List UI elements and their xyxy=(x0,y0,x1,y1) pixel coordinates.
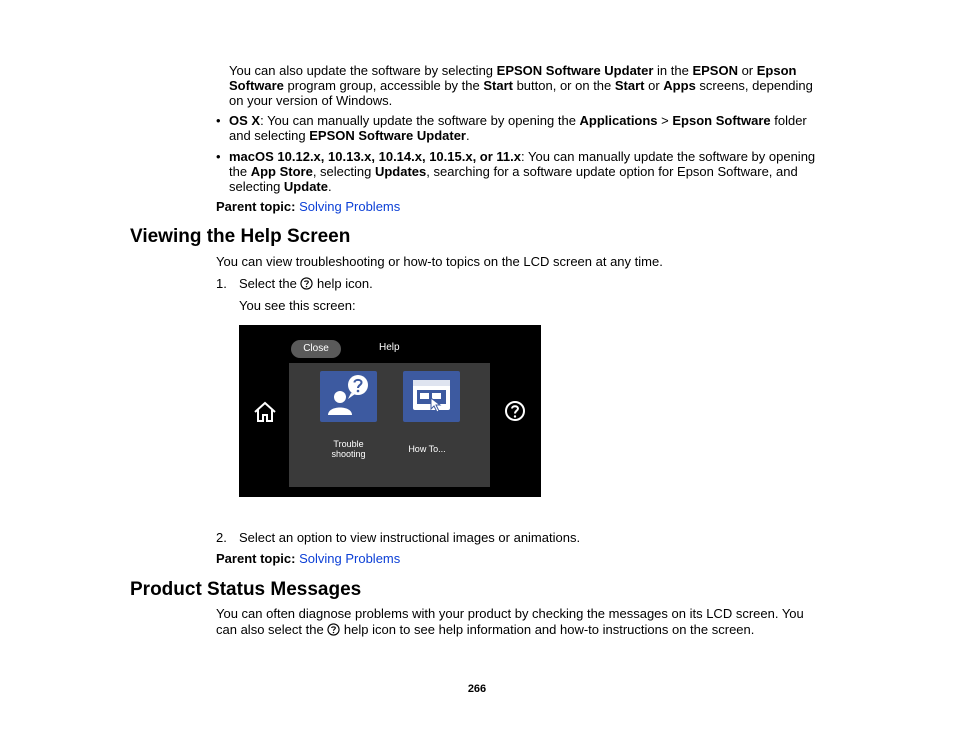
troubleshooting-label xyxy=(320,439,377,459)
text: can also select the xyxy=(216,622,328,637)
text: or xyxy=(737,63,757,78)
text: help icon to see help information and how-to instructions on the screen. xyxy=(340,622,755,637)
text: help icon. xyxy=(313,276,373,291)
parent-topic-label: Parent topic: xyxy=(216,199,296,214)
text: EPSON xyxy=(692,63,738,78)
text: Epson Software xyxy=(672,113,771,128)
text: App Store xyxy=(250,164,313,179)
lcd-help-screen xyxy=(239,325,541,497)
solving-problems-link[interactable]: Solving Problems xyxy=(299,551,401,566)
text: Select the xyxy=(239,276,301,291)
intro-line-1 xyxy=(229,63,813,78)
text: Updates xyxy=(374,164,427,179)
text: Software xyxy=(229,78,284,93)
text: You can also update the software by selecting xyxy=(229,63,497,78)
bullet-osx-line-1 xyxy=(229,113,807,128)
text: macOS 10.12.x, 10.13.x, 10.14.x, 10.15.x, or 11.x xyxy=(229,149,521,164)
bullet-dot: • xyxy=(216,149,221,164)
section-heading-status: Product Status Messages xyxy=(130,579,362,600)
text: : You can manually update the software by opening the xyxy=(260,113,580,128)
intro-paragraph xyxy=(229,63,813,108)
text: or xyxy=(644,78,664,93)
bullet-osx xyxy=(229,113,807,143)
text: shooting xyxy=(331,449,366,459)
solving-problems-link[interactable]: Solving Problems xyxy=(299,199,401,214)
text: , searching for a software update option for Epson Software, and xyxy=(426,164,798,179)
step-number: 2. xyxy=(216,530,227,545)
lcd-title: Help xyxy=(379,342,400,353)
home-icon[interactable] xyxy=(252,400,278,424)
text: . xyxy=(466,128,470,143)
step-1-note: You see this screen: xyxy=(239,298,356,313)
text: : You can manually update the software by opening xyxy=(521,149,816,164)
text: Applications xyxy=(579,113,658,128)
text: , selecting xyxy=(312,164,375,179)
text: and selecting xyxy=(229,128,310,143)
text: > xyxy=(657,113,673,128)
parent-topic-label: Parent topic: xyxy=(216,551,296,566)
help-icon xyxy=(327,623,340,636)
page-number: 266 xyxy=(467,683,487,695)
text: the xyxy=(229,164,251,179)
bullet-osx-line-2 xyxy=(229,128,807,143)
text: in the xyxy=(653,63,693,78)
bullet-macos xyxy=(229,149,815,194)
text: folder xyxy=(770,113,807,128)
status-line-1: You can often diagnose problems with your product by checking the messages on its LCD screen. You xyxy=(216,606,804,621)
help-icon xyxy=(300,277,313,290)
parent-topic xyxy=(216,551,400,566)
text: selecting xyxy=(229,179,284,194)
how-to-icon xyxy=(403,371,460,422)
step-1 xyxy=(239,276,373,291)
help-icon[interactable] xyxy=(504,400,526,422)
text: screens, depending xyxy=(695,78,813,93)
bullet-macos-line-2 xyxy=(229,164,815,179)
intro-line-3: on your version of Windows. xyxy=(229,93,393,108)
text: EPSON Software Updater xyxy=(309,128,466,143)
text: Trouble xyxy=(333,439,364,449)
step-2: Select an option to view instructional images or animations. xyxy=(239,530,581,545)
text: OS X xyxy=(229,113,261,128)
step-number: 1. xyxy=(216,276,227,291)
text: Apps xyxy=(663,78,696,93)
how-to-label: How To... xyxy=(408,444,446,454)
intro-line-2 xyxy=(229,78,813,93)
troubleshooting-icon xyxy=(320,371,377,422)
text: . xyxy=(327,179,332,194)
text: Update xyxy=(283,179,328,194)
bullet-macos-line-1 xyxy=(229,149,815,164)
how-to-tile[interactable] xyxy=(403,371,460,422)
text: Start xyxy=(614,78,645,93)
section-heading-help: Viewing the Help Screen xyxy=(130,226,351,247)
text: EPSON Software Updater xyxy=(496,63,654,78)
status-paragraph xyxy=(216,606,804,637)
bullet-dot: • xyxy=(216,113,221,128)
bullet-macos-line-3 xyxy=(229,179,815,194)
text: Start xyxy=(483,78,513,93)
parent-topic xyxy=(216,199,400,214)
help-intro: You can view troubleshooting or how-to topics on the LCD screen at any time. xyxy=(216,254,663,269)
help-options-panel xyxy=(289,363,490,487)
troubleshooting-tile[interactable] xyxy=(320,371,377,422)
status-line-2 xyxy=(216,622,804,637)
text: program group, accessible by the xyxy=(283,78,484,93)
text: Epson xyxy=(756,63,797,78)
text: button, or on the xyxy=(512,78,615,93)
close-button[interactable]: Close xyxy=(291,340,341,358)
